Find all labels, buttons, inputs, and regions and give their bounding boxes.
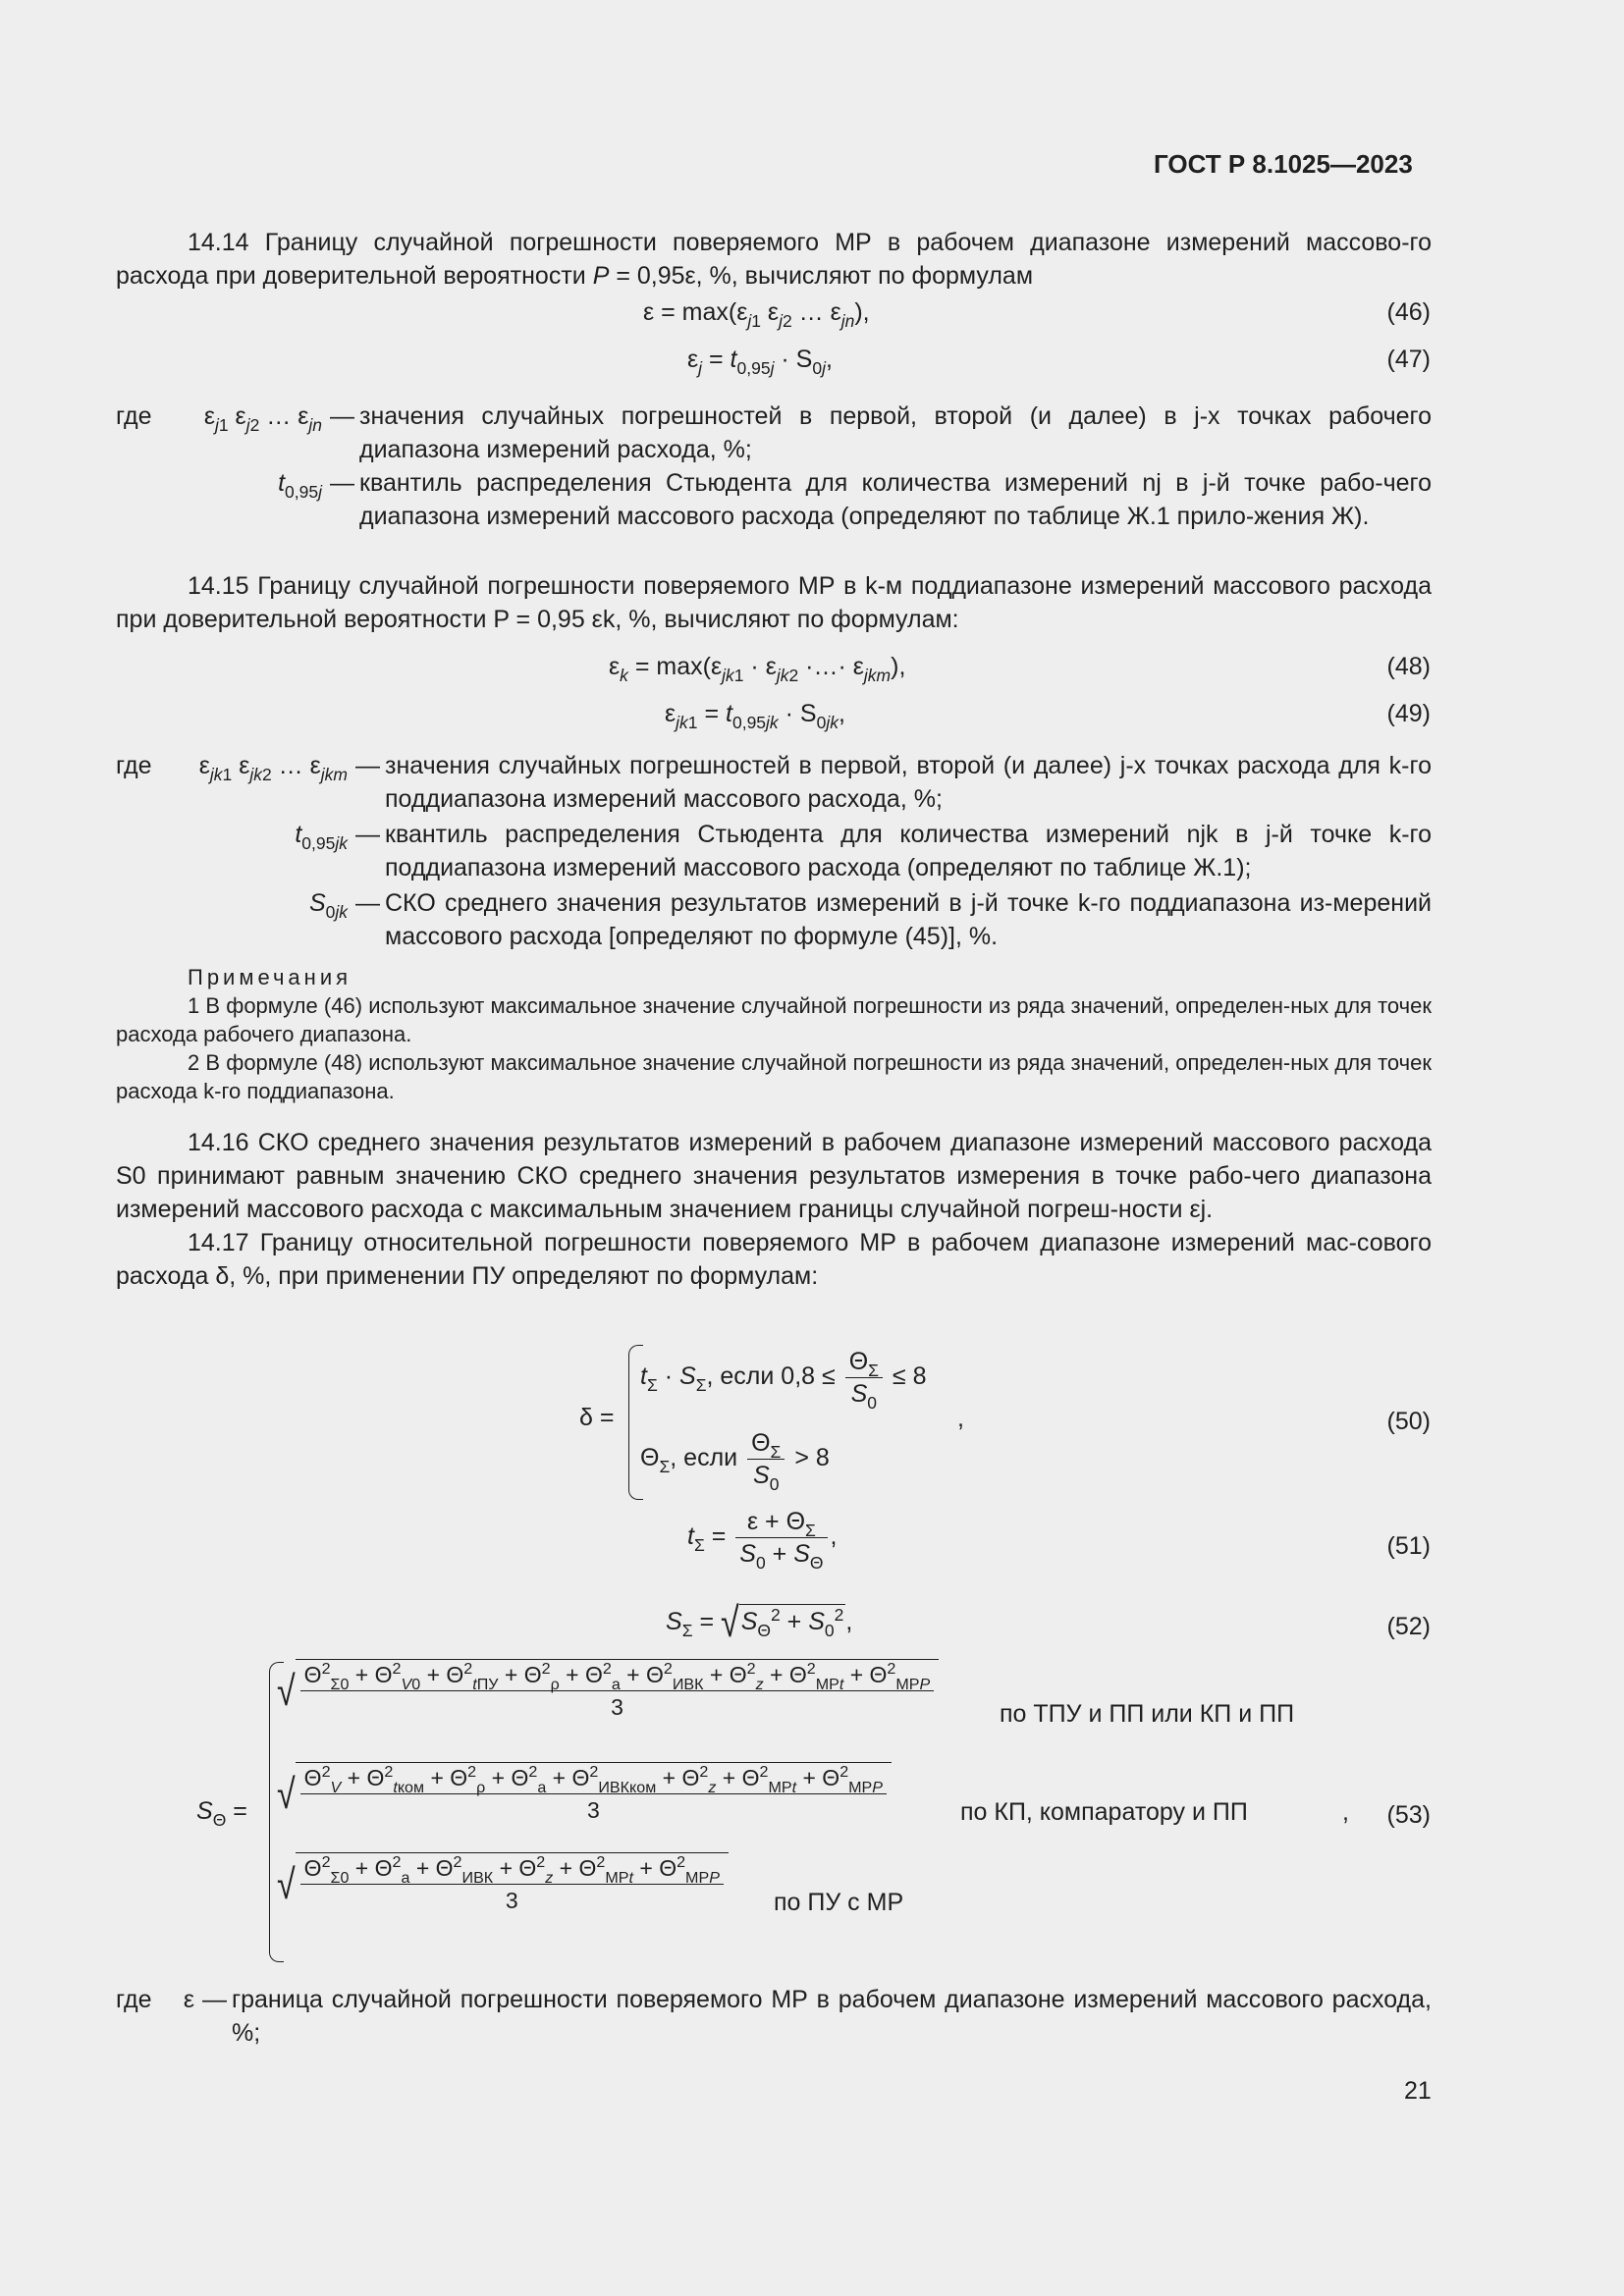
- formula-46-number: (46): [1386, 298, 1431, 326]
- definitions-1: [116, 400, 1432, 533]
- document-page: ГОСТ Р 8.1025—2023 14.14 Границу случайной погрешности поверяемого МР в рабочем диапазоне измерений массово-го расхода при доверительной вероятности P = 0,95ε, %, вычисляют по формулам $\varepsilon = \max(\varepsilon_{j1}$ $\varepsilon_{j2}$ … $\varepsilon_{jn}$), (46) $\varepsilon_j = t_{0,95j} \cdot S_{0j}$, (47) где $\varepsilon_{j1}$ $\varepsilon_{j2}$ … $\varepsilon_{jn}$ — значения случайных погрешностей в первой, второй (и далее) в j-х точках рабочего диапазона измерений расхода, %; $t_{0,95j}$ — квантиль распределения Стьюдента для количества измерений nj в j-й точке рабо-чего диапазона измерений массового расхода (определяют по таблице Ж.1 прило-жения Ж). 14.15 Границу случайной погрешности поверяемого МР в k-м поддиапазоне измерений массового расхода при доверительной вероятности P = 0,95 εk, %, вычисляют по формулам: $\varepsilon_k = \max(\varepsilon_{jk1} \cdot \varepsilon_{jk2}$ ·…· $\varepsilon_{jkm}$), (48) $\varepsilon_{jk1} = t_{0,95jk} \cdot S_{0jk}$, (49) где $\varepsilon_{jk1}$ $\varepsilon_{jk2}$ … $\varepsilon_{jkm}$ — значения случайных погрешностей в первой, второй (и далее) j-х точках расхода для k-го поддиапазона измерений массового расхода, %; $t_{0,95jk}$ — квантиль распределения Стьюдента для количества измерений njk в j-й точке k-го поддиапазона измерений массового расхода (определяют по таблице Ж.1); $S_{0jk}$ — СКО среднего значения результатов измерений в j-й точке k-го поддиапазона из-мерений массового расхода [определяют по формуле (45)], %. Примечания 1 В формуле (46) используют максимальное значение случайной погрешности из ряда значений, определен-ных для точек расхода рабочего диапазона. 2 В формуле (48) используют максимальное значение случайной погрешности из ряда значений, определен-ных для точек расхода k-го поддиапазона. 14.16 СКО среднего значения результатов измерений в рабочем диапазоне измерений массового расхода S0 принимают равным значению СКО среднего значения результатов измерения в точке рабо-чего диапазона измерений массового расхода с максимальным значением границы случайной погреш-ности εj. 14.17 Границу относительной погрешности поверяемого МР в рабочем диапазоне измерений мас-сового расхода δ, %, при применении ПУ определяют по формулам: δ = $t_\Sigma \cdot S_\Sigma$, если 0,8 ≤ $\frac{\Theta_\Sigma}{S_0}$ ≤ 8 $\Theta_\Sigma$, если $\frac{\Theta_\Sigma}{S_0}$ > 8 , (50) $t_\Sigma$ = $\frac{\varepsilon + \Theta_\Sigma}{S_0 + S_\Theta}$ , (51) $S_\Sigma = √S_\Theta^2 + S_0^2$, (52) $S_\Theta$ = √ $\Theta^2_{\Sigma 0} + \Theta^2_{V0} + \Theta^2_{tПУ} + \Theta^2_\rho + \Theta^2_a + \Theta^2_{ИВК} + \Theta^2_z + \Theta^2_{МРt} + \Theta^2_{МРP}$ 3 по ТПУ и ПП или КП и ПП √ $\frac{\Theta^2_V + \Theta^2_{tком} + \Theta^2_\rho + \Theta^2_a + \Theta^2_{ИВКком} + \Theta^2_z + \Theta^2_{МРt} + \Theta^2_{МРP}}{3}$ по КП, компаратору и ПП , (53) √ $\frac{\Theta^2_{\Sigma 0} + \Theta^2_a + \Theta^2_{ИВК} + \Theta^2_z + \Theta^2_{МРt} + \Theta^2_{МРP}}{3}$ по ПУ с МР где ε — граница случайной погрешности поверяемого МР в рабочем диапазоне измерений массового расхода, %; 21: [0, 0, 1624, 2296]
- definition-desc: значения случайных погрешностей в первой, второй (и далее) в j-х точках рабочего диапазона измерений расхода, %;: [359, 402, 1432, 463]
- definition-row: где ε — граница случайной погрешности поверяемого МР в рабочем диапазоне измерений массового расхода, %;: [116, 1983, 1432, 2050]
- definition-desc: квантиль распределения Стьюдента для количества измерений nj в j-й точке рабо-чего диапазона измерений массового расхода (определяют по таблице Ж.1 прило-жения Ж).: [359, 469, 1432, 530]
- formula-53-case-3: √ $\frac{\Theta^2_{\Sigma 0} + \Theta^2_a + \Theta^2_{ИВК} + \Theta^2_z + \Theta^2_{МРt} + \Theta^2_{МРP}}{3}$: [277, 1852, 729, 1915]
- definitions-3: [116, 1983, 1432, 2050]
- definition-desc: граница случайной погрешности поверяемого МР в рабочем диапазоне измерений массового расхода, %;: [232, 1986, 1432, 2047]
- note-1: 1 В формуле (46) используют максимальное значение случайной погрешности из ряда значений, определен-ных для точек расхода рабочего диапазона.: [116, 993, 1432, 1046]
- definition-term: где $\varepsilon_{j1}$ $\varepsilon_{j2}$ … $\varepsilon_{jn}$: [116, 402, 322, 435]
- definition-term: $t_{0,95j}$: [278, 469, 322, 502]
- formula-53-case-1-label: по ТПУ и ПП или КП и ПП: [1000, 1700, 1295, 1728]
- formula-50-lhs: δ =: [579, 1404, 615, 1431]
- definition-row: $t_{0,95j}$ — квантиль распределения Стьюдента для количества измерений nj в j-й точке рабо-чего диапазона измерений массового расхода (определяют по таблице Ж.1 прило-жения Ж).: [116, 466, 1432, 533]
- definition-desc: квантиль распределения Стьюдента для количества измерений njk в j-й точке k-го поддиапазона измерений массового расхода (определяют по таблице Ж.1);: [385, 821, 1432, 881]
- definition-row: $S_{0jk}$ — СКО среднего значения результатов измерений в j-й точке k-го поддиапазона из-мерений массового расхода [определяют по формуле (45)], %.: [116, 886, 1432, 953]
- definition-term: где $\varepsilon_{jk1}$ $\varepsilon_{jk2}$ … $\varepsilon_{jkm}$: [116, 752, 348, 784]
- definition-desc: СКО среднего значения результатов измерений в j-й точке k-го поддиапазона из-мерений массового расхода [определяют по формуле (45)], %.: [385, 889, 1432, 950]
- formula-53-case-3-label: по ПУ с МР: [774, 1889, 904, 1916]
- clause-14-15: [116, 569, 1432, 636]
- formula-53-number: (53): [1386, 1801, 1431, 1829]
- formula-51-number: (51): [1386, 1532, 1431, 1560]
- formula-47: $\varepsilon_j = t_{0,95j} \cdot S_{0j}$,: [687, 346, 833, 378]
- formula-47-number: (47): [1386, 346, 1431, 373]
- notes-block: [116, 963, 1432, 1105]
- formula-53-lhs: $S_\Theta$ =: [196, 1797, 247, 1830]
- formula-49: $\varepsilon_{jk1} = t_{0,95jk} \cdot S_{0jk}$,: [665, 700, 845, 732]
- formula-46: $\varepsilon = \max(\varepsilon_{j1}$ $\varepsilon_{j2}$ … $\varepsilon_{jn}$),: [643, 298, 870, 331]
- formula-53-case-2-label: по КП, компаратору и ПП: [960, 1798, 1248, 1826]
- definition-row: $t_{0,95jk}$ — квантиль распределения Стьюдента для количества измерений njk в j-й точке k-го поддиапазона измерений массового расхода (определяют по таблице Ж.1);: [116, 818, 1432, 884]
- note-2: 2 В формуле (48) используют максимальное значение случайной погрешности из ряда значений, определен-ных для точек расхода k-го поддиапазона.: [116, 1050, 1432, 1103]
- clause-14-16-17: [116, 1126, 1432, 1293]
- definition-term: где ε: [116, 1986, 194, 2013]
- definition-row: где $\varepsilon_{jk1}$ $\varepsilon_{jk2}$ … $\varepsilon_{jkm}$ — значения случайных погрешностей в первой, второй (и далее) j-х точках расхода для k-го поддиапазона измерений массового расхода, %;: [116, 749, 1432, 816]
- formula-53-case-1: √ $\Theta^2_{\Sigma 0} + \Theta^2_{V0} + \Theta^2_{tПУ} + \Theta^2_\rho + \Theta^2_a + \Theta^2_{ИВК} + \Theta^2_z + \Theta^2_{МРt} + \Theta^2_{МРP}$ 3: [277, 1659, 939, 1722]
- definition-term: $S_{0jk}$: [308, 889, 348, 922]
- definition-term: $t_{0,95jk}$: [295, 821, 348, 853]
- page-number: 21: [1404, 2077, 1432, 2105]
- definition-row: где $\varepsilon_{j1}$ $\varepsilon_{j2}$ … $\varepsilon_{jn}$ — значения случайных погрешностей в первой, второй (и далее) в j-х точках рабочего диапазона измерений расхода, %;: [116, 400, 1432, 466]
- formula-48: $\varepsilon_k = \max(\varepsilon_{jk1} \cdot \varepsilon_{jk2}$ ·…· $\varepsilon_{jkm}$),: [609, 653, 906, 685]
- formula-50-case-1: $t_\Sigma \cdot S_\Sigma$, если 0,8 ≤ $\frac{\Theta_\Sigma}{S_0}$ ≤ 8: [640, 1348, 927, 1413]
- formula-50-case-2: $\Theta_\Sigma$, если $\frac{\Theta_\Sigma}{S_0}$ > 8: [640, 1429, 830, 1494]
- formula-52-number: (52): [1386, 1613, 1431, 1640]
- formula-53-case-2: √ $\frac{\Theta^2_V + \Theta^2_{tком} + \Theta^2_\rho + \Theta^2_a + \Theta^2_{ИВКком} + \Theta^2_z + \Theta^2_{МРt} + \Theta^2_{МРP}}{3}$: [277, 1762, 892, 1825]
- formula-52: $S_\Sigma = √S_\Theta^2 + S_0^2$,: [666, 1599, 853, 1647]
- clause-14-17-text: 14.17 Границу относительной погрешности поверяемого МР в рабочем диапазоне измерений мас-сового расхода δ, %, при применении ПУ определяют по формулам:: [116, 1229, 1432, 1290]
- clause-14-14-text: 14.14 Границу случайной погрешности поверяемого МР в рабочем диапазоне измерений массово-го расхода при доверительной вероятности P = 0,95ε, %, вычисляют по формулам: [116, 229, 1432, 290]
- definition-desc: значения случайных погрешностей в первой, второй (и далее) j-х точках расхода для k-го поддиапазона измерений массового расхода, %;: [385, 752, 1432, 813]
- formula-48-number: (48): [1386, 653, 1431, 680]
- clause-14-15-text: 14.15 Границу случайной погрешности поверяемого МР в k-м поддиапазоне измерений массового расхода при доверительной вероятности P = 0,95 εk, %, вычисляют по формулам:: [116, 572, 1432, 633]
- formula-50-number: (50): [1386, 1408, 1431, 1435]
- formula-51: $t_\Sigma$ = $\frac{\varepsilon + \Theta_\Sigma}{S_0 + S_\Theta}$ ,: [687, 1508, 838, 1573]
- clause-14-14: [116, 226, 1432, 293]
- document-header: ГОСТ Р 8.1025—2023: [1154, 149, 1413, 179]
- clause-14-16-text: 14.16 СКО среднего значения результатов измерений в рабочем диапазоне измерений массового расхода S0 принимают равным значению СКО среднего значения результатов измерения в точке рабо-чего диапазона измерений массового расхода с максимальным значением границы случайной погреш-ности εj.: [116, 1129, 1432, 1223]
- formula-49-number: (49): [1386, 700, 1431, 727]
- notes-title: Примечания: [188, 965, 352, 989]
- definitions-2: [116, 749, 1432, 953]
